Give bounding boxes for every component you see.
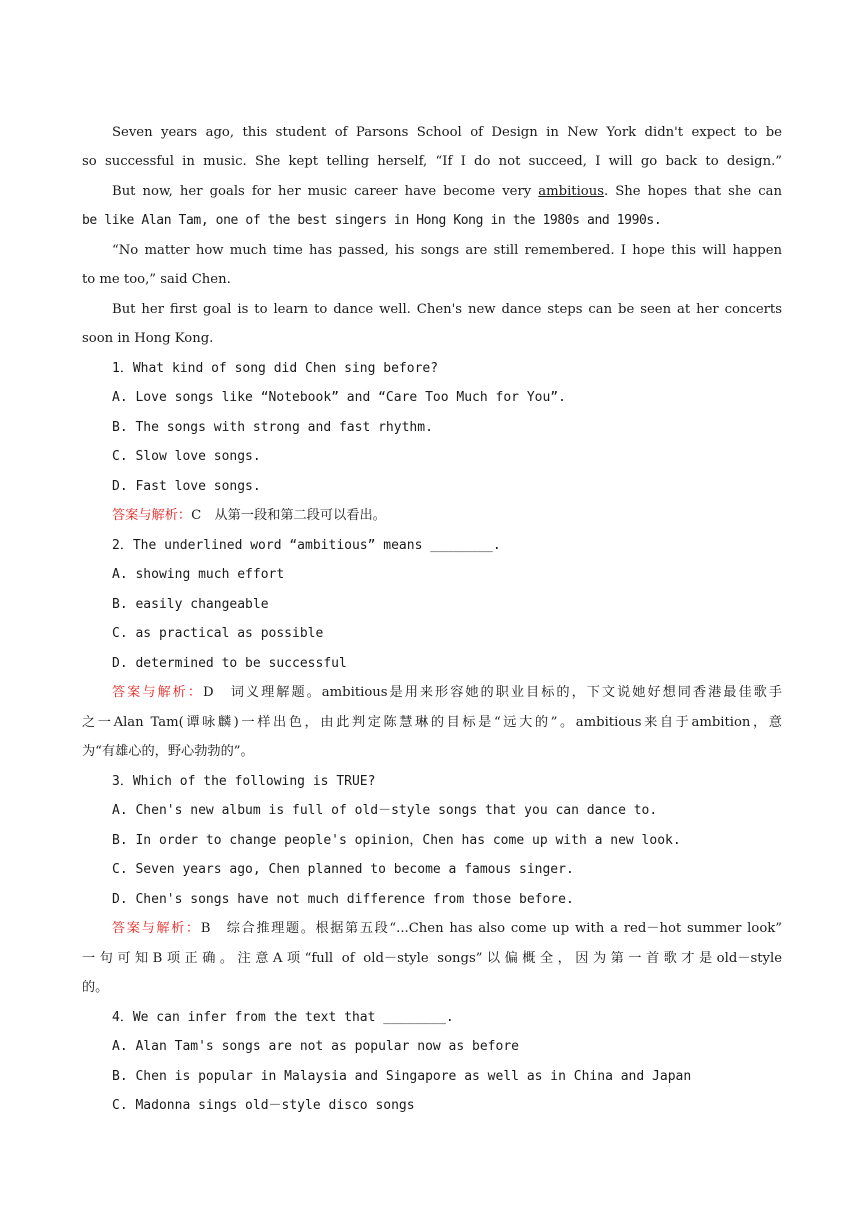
answer-label: 答案与解析： <box>112 685 204 700</box>
question-3-answer-line3: 的。 <box>82 980 109 995</box>
question-3-stem: 3．Which of the following is TRUE? <box>112 774 376 789</box>
question-2-stem: 2．The underlined word “ambitious” means ________. <box>112 538 501 553</box>
passage-p3-line2: to me too,” said Chen. <box>82 272 231 287</box>
question-1-option-a: A. Love songs like “Notebook” and “Care Too Much for You”. <box>112 390 566 405</box>
question-3-option-b: B. In order to change people's opinion，Chen has come up with a new look. <box>112 833 681 848</box>
passage-p2-text-b: . She hopes that she can <box>604 184 782 199</box>
answer-text: C 从第一段和第二段可以看出。 <box>191 508 386 523</box>
passage-p2-text-a: But now, her goals for her music career have become very <box>112 184 539 199</box>
question-2-option-a: A. showing much effort <box>112 567 285 582</box>
passage-p1-line2: so successful in music. She kept telling herself, “If I do not succeed, I will go back to design.” <box>82 154 782 169</box>
question-2-answer-line3: 为“有雄心的，野心勃勃的”。 <box>82 744 254 759</box>
passage-p1-line1: Seven years ago, this student of Parsons School of Design in New York didn't expect to be <box>112 125 782 140</box>
question-1-option-c: C. Slow love songs. <box>112 449 261 464</box>
question-3-answer-line2: 一句可知B项正确。注意A项“full of old－style songs”以偏概全，因为第一首歌才是old－style <box>82 951 782 966</box>
answer-label: 答案与解析： <box>112 508 192 523</box>
question-2-answer-line2: 之一Alan Tam(谭咏麟)一样出色，由此判定陈慧琳的目标是“远大的”。ambitious来自于ambition，意 <box>82 715 782 730</box>
question-1-answer <box>112 506 782 526</box>
question-3-option-c: C. Seven years ago, Chen planned to become a famous singer. <box>112 862 574 877</box>
question-3-option-a: A. Chen's new album is full of old－style songs that you can dance to. <box>112 803 658 818</box>
question-2-option-d: D. determined to be successful <box>112 656 347 671</box>
question-2-option-b: B. easily changeable <box>112 597 269 612</box>
question-2-option-c: C. as practical as possible <box>112 626 324 641</box>
question-4-stem: 4．We can infer from the text that ________. <box>112 1010 454 1025</box>
underlined-word: ambitious <box>538 184 605 199</box>
passage-p4-line2: soon in Hong Kong. <box>82 331 214 346</box>
answer-text: B 综合推理题。根据第五段“...Chen has also come up with a red－hot summer look” <box>200 921 783 936</box>
question-4-option-c: C. Madonna sings old－style disco songs <box>112 1098 415 1113</box>
passage-p4-line1: But her first goal is to learn to dance well. Chen's new dance steps can be seen at her concerts <box>112 302 782 317</box>
passage-p2-line2: be like Alan Tam, one of the best singers in Hong Kong in the 1980s and 1990s. <box>82 213 662 228</box>
passage-p2-line1 <box>112 182 782 202</box>
question-3-answer-line1 <box>112 919 782 939</box>
question-4-option-b: B. Chen is popular in Malaysia and Singapore as well as in China and Japan <box>112 1069 692 1084</box>
passage-p3-line1: “No matter how much time has passed, his songs are still remembered. I hope this will happen <box>112 243 782 258</box>
question-3-option-d: D. Chen's songs have not much difference from those before. <box>112 892 574 907</box>
question-4-option-a: A. Alan Tam's songs are not as popular now as before <box>112 1039 519 1054</box>
question-1-stem: 1．What kind of song did Chen sing before? <box>112 361 439 376</box>
answer-label: 答案与解析： <box>112 921 201 936</box>
question-1-option-b: B. The songs with strong and fast rhythm. <box>112 420 433 435</box>
answer-text: D 词义理解题。ambitious是用来形容她的职业目标的，下文说她好想同香港最佳歌手 <box>203 685 782 700</box>
question-1-option-d: D. Fast love songs. <box>112 479 261 494</box>
question-2-answer-line1 <box>112 683 782 703</box>
